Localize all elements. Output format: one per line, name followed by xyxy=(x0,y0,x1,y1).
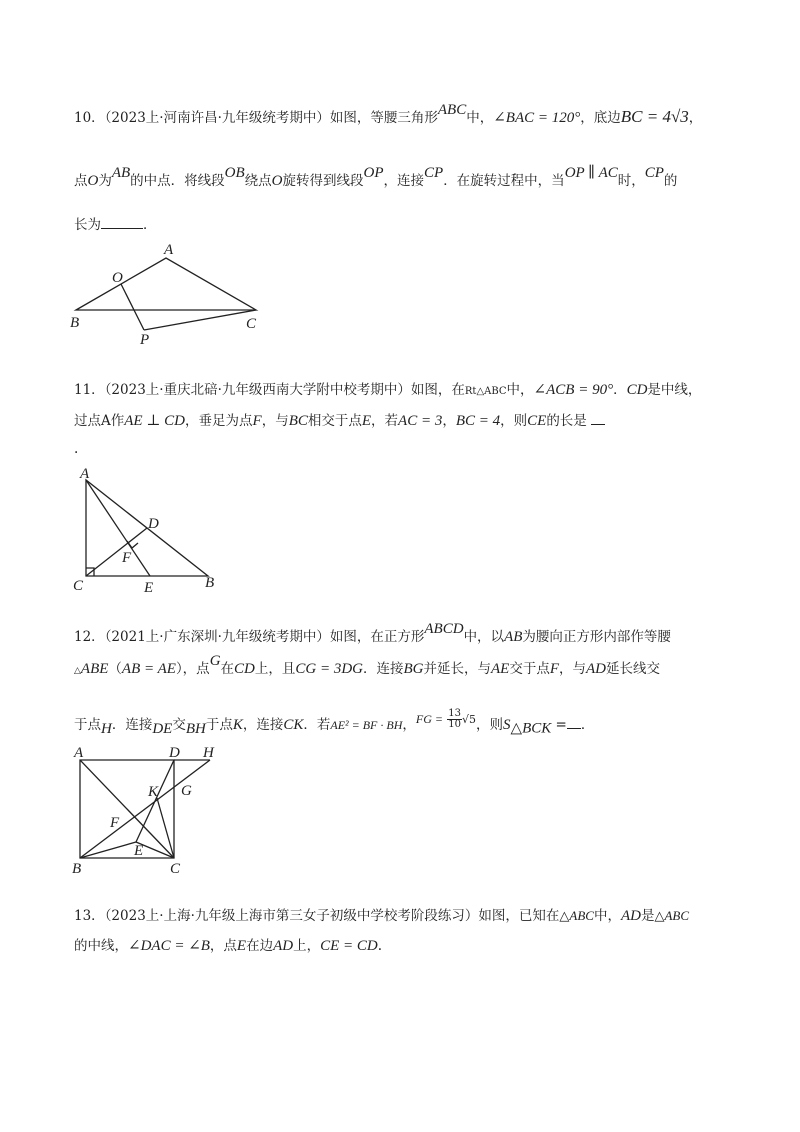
q11-text: . xyxy=(74,441,79,457)
q13-math: AD xyxy=(273,938,294,954)
q11-figure xyxy=(66,462,236,596)
label-e: E xyxy=(144,580,154,596)
q12-line-3 xyxy=(74,708,595,738)
q12-triangle-symbol: △ xyxy=(74,666,81,676)
q13-source: （2023上·上海·九年级上海市第三女子初级中学校考阶段练习） xyxy=(104,908,479,924)
q13-text: 如图，已知在 xyxy=(478,908,560,924)
q10-math: CP xyxy=(644,165,664,181)
q13-line-2 xyxy=(74,937,382,955)
q11-source: （2023上·重庆北碚·九年级西南大学附中校考期中） xyxy=(104,382,411,398)
q12-text: ），点 xyxy=(175,661,210,677)
q10-text: 时， xyxy=(617,173,645,189)
q12-subscript: △BCK xyxy=(510,720,552,737)
q12-text: 于点 xyxy=(205,717,233,733)
q12-fraction xyxy=(447,709,462,730)
q13-text: . xyxy=(377,938,383,954)
q11-text: ，与 xyxy=(261,413,289,429)
q10-bc: BC = 4√3 xyxy=(620,107,689,126)
q12-math: DE xyxy=(152,721,173,737)
q11-line-1 xyxy=(74,381,701,401)
q10-math: O xyxy=(271,173,283,189)
label-a: A xyxy=(80,466,90,482)
q12-text: 为腰向正方形内部作等腰 xyxy=(522,629,671,645)
q12-math: FG = xyxy=(415,712,443,726)
q10-math: AB xyxy=(111,165,131,181)
q12-text: （ xyxy=(108,661,122,677)
label-f: F xyxy=(122,550,132,566)
q13-text: 在边 xyxy=(246,938,274,954)
q12-math: BG xyxy=(403,661,424,677)
q11-text: 如图，在 xyxy=(410,382,465,398)
q10-text: 绕点 xyxy=(244,173,272,189)
q12-math: ABE xyxy=(80,661,109,677)
median-cd xyxy=(86,528,147,576)
q10-parallel: OP ∥ AC xyxy=(564,165,618,181)
q10-text: 旋转得到线段 xyxy=(282,173,364,189)
label-e: E xyxy=(134,843,144,859)
q10-text: 中， xyxy=(466,110,494,126)
q12-text: 如图，在正方形 xyxy=(329,629,425,645)
q12-number: 12． xyxy=(74,629,105,645)
q12-text: 于点 xyxy=(74,717,101,733)
q11-angle: ∠ACB = 90° xyxy=(533,382,614,398)
q13-math: E xyxy=(236,938,247,954)
q13-text: ，点 xyxy=(209,938,237,954)
q12-fraction-num: 13 xyxy=(448,708,462,719)
q12-math: CG = 3DG xyxy=(295,661,363,677)
q10-text: 长为 xyxy=(74,217,101,233)
q10-text: 的中点．将线段 xyxy=(130,173,225,189)
q12-text: 并延长，与 xyxy=(423,661,491,677)
q12-math: ABCD xyxy=(424,621,464,637)
q11-rt: Rt△ABC xyxy=(464,386,507,397)
label-h: H xyxy=(203,745,214,761)
label-d: D xyxy=(148,516,159,532)
q10-text: 如图，等腰三角形 xyxy=(329,110,438,126)
q13-text: 的中线， xyxy=(74,938,128,954)
q10-line-2 xyxy=(74,165,678,190)
q13-math: AD xyxy=(620,908,641,924)
q12-text: ，则 xyxy=(476,717,504,733)
q13-math: △ABC xyxy=(559,908,594,923)
q12-math: AD xyxy=(586,661,606,677)
q12-text: = xyxy=(555,717,567,733)
q11-text: ，则 xyxy=(500,413,528,429)
q12-text: 交 xyxy=(172,717,186,733)
q10-figure xyxy=(60,236,280,348)
q10-math: OP xyxy=(363,165,384,181)
segment-bh xyxy=(80,760,210,858)
label-o: O xyxy=(112,270,123,286)
q11-text: 中， xyxy=(506,382,534,398)
answer-blank[interactable] xyxy=(567,714,581,729)
answer-blank[interactable] xyxy=(101,214,143,229)
q12-root: √5 xyxy=(462,713,477,726)
q12-math: AE xyxy=(491,661,510,677)
q13-angle: ∠DAC = ∠B xyxy=(128,938,210,954)
q12-fraction-den: 10 xyxy=(448,719,462,730)
label-a: A xyxy=(164,242,174,258)
q10-text: 点 xyxy=(74,173,88,189)
q11-math: F xyxy=(252,413,262,429)
q10-math: O xyxy=(87,173,99,189)
q13-line-1 xyxy=(74,907,689,925)
q12-text: ．连接 xyxy=(363,661,404,677)
segment-cp xyxy=(144,310,256,330)
q12-figure xyxy=(66,742,236,880)
q10-math: CP xyxy=(424,165,444,181)
q12-math: CD xyxy=(234,661,255,677)
q12-math: AB xyxy=(504,629,523,645)
q12-math: CK xyxy=(283,717,304,733)
q12-math: BH xyxy=(185,721,206,737)
q12-math: AE² = BF · BH xyxy=(330,718,403,732)
q10-text: ， xyxy=(688,110,703,126)
q10-line-1 xyxy=(74,102,703,127)
q12-text: 延长线交 xyxy=(606,661,660,677)
q12-text: ，连接 xyxy=(242,717,284,733)
q11-number: 11． xyxy=(74,382,105,398)
q10-text: ，底边 xyxy=(580,110,621,126)
q11-text: 过点A作 xyxy=(74,413,125,429)
q11-math: AC = 3 xyxy=(398,413,443,429)
segment-ed xyxy=(136,760,174,842)
q10-text: ．在旋转过程中，当 xyxy=(443,173,565,189)
q12-math: G xyxy=(209,653,221,669)
q11-text: ，若 xyxy=(371,413,399,429)
q12-math: H xyxy=(101,721,112,737)
q12-text: ． xyxy=(580,717,595,733)
label-b: B xyxy=(70,315,80,331)
q11-math: BC xyxy=(288,413,308,429)
q11-math: CE xyxy=(527,413,547,429)
q11-line-2 xyxy=(74,410,605,430)
q12-text: ．若 xyxy=(303,717,331,733)
q12-text: 在 xyxy=(220,661,235,677)
q13-number: 13． xyxy=(74,908,105,924)
label-p: P xyxy=(140,332,150,348)
q12-line-2 xyxy=(74,653,660,680)
q11-math: E xyxy=(361,413,372,429)
q10-math: ABC xyxy=(437,102,467,118)
q11-text: ． xyxy=(613,382,627,398)
q11-text: 的长是 xyxy=(546,413,587,429)
label-g: G xyxy=(181,783,192,799)
q10-line-3 xyxy=(74,214,157,234)
q10-text: ． xyxy=(143,217,157,233)
q10-angle: ∠BAC = 120° xyxy=(493,110,581,126)
q12-text: 上，且 xyxy=(254,661,296,677)
q10-text: 为 xyxy=(98,173,112,189)
label-a: A xyxy=(74,745,84,761)
triangle-abc xyxy=(76,258,256,310)
q10-source: （2023上·河南许昌·九年级统考期中） xyxy=(104,110,330,126)
q12-line-1 xyxy=(74,621,671,646)
q13-text: 是 xyxy=(640,908,655,924)
segment-op xyxy=(121,284,144,330)
q12-math: F xyxy=(549,661,559,677)
q11-perp: AE ⊥ CD xyxy=(124,413,186,429)
label-c: C xyxy=(246,316,257,332)
q10-number: 10． xyxy=(74,110,105,126)
label-f: F xyxy=(110,815,120,831)
q11-line-3 xyxy=(74,440,78,458)
q11-text: ，垂足为点 xyxy=(185,413,253,429)
label-d: D xyxy=(169,745,180,761)
q11-text: 相交于点 xyxy=(307,413,362,429)
q10-text: ，连接 xyxy=(383,173,425,189)
label-b: B xyxy=(72,861,82,877)
q13-math: CE = CD xyxy=(320,938,378,954)
q12-text: ．连接 xyxy=(111,717,153,733)
q12-text: ，与 xyxy=(559,661,586,677)
q12-source: （2021上·广东深圳·九年级统考期中） xyxy=(104,629,330,645)
q12-text: 中，以 xyxy=(463,629,505,645)
q10-math: OB xyxy=(224,165,245,181)
segment-ae xyxy=(86,480,150,576)
q13-math: △ABC xyxy=(654,908,690,923)
label-b: B xyxy=(205,575,215,591)
answer-blank[interactable] xyxy=(591,410,605,425)
q13-text: 上， xyxy=(293,938,321,954)
q12-math: K xyxy=(232,717,243,733)
q12-text: 交于点 xyxy=(509,661,550,677)
q12-text: ， xyxy=(402,717,416,733)
label-k: K xyxy=(148,784,159,800)
q11-math: BC = 4 xyxy=(455,413,501,429)
label-c: C xyxy=(170,861,181,877)
q11-text: ， xyxy=(442,413,456,429)
q12-math: AB = AE xyxy=(121,661,176,677)
q13-text: 中， xyxy=(593,908,621,924)
segment-be xyxy=(80,842,136,858)
q12-math: S xyxy=(503,717,511,733)
q11-math: CD xyxy=(626,382,648,398)
q11-text: 是中线， xyxy=(647,382,702,398)
q10-text: 的 xyxy=(663,173,678,189)
label-c: C xyxy=(73,578,84,594)
